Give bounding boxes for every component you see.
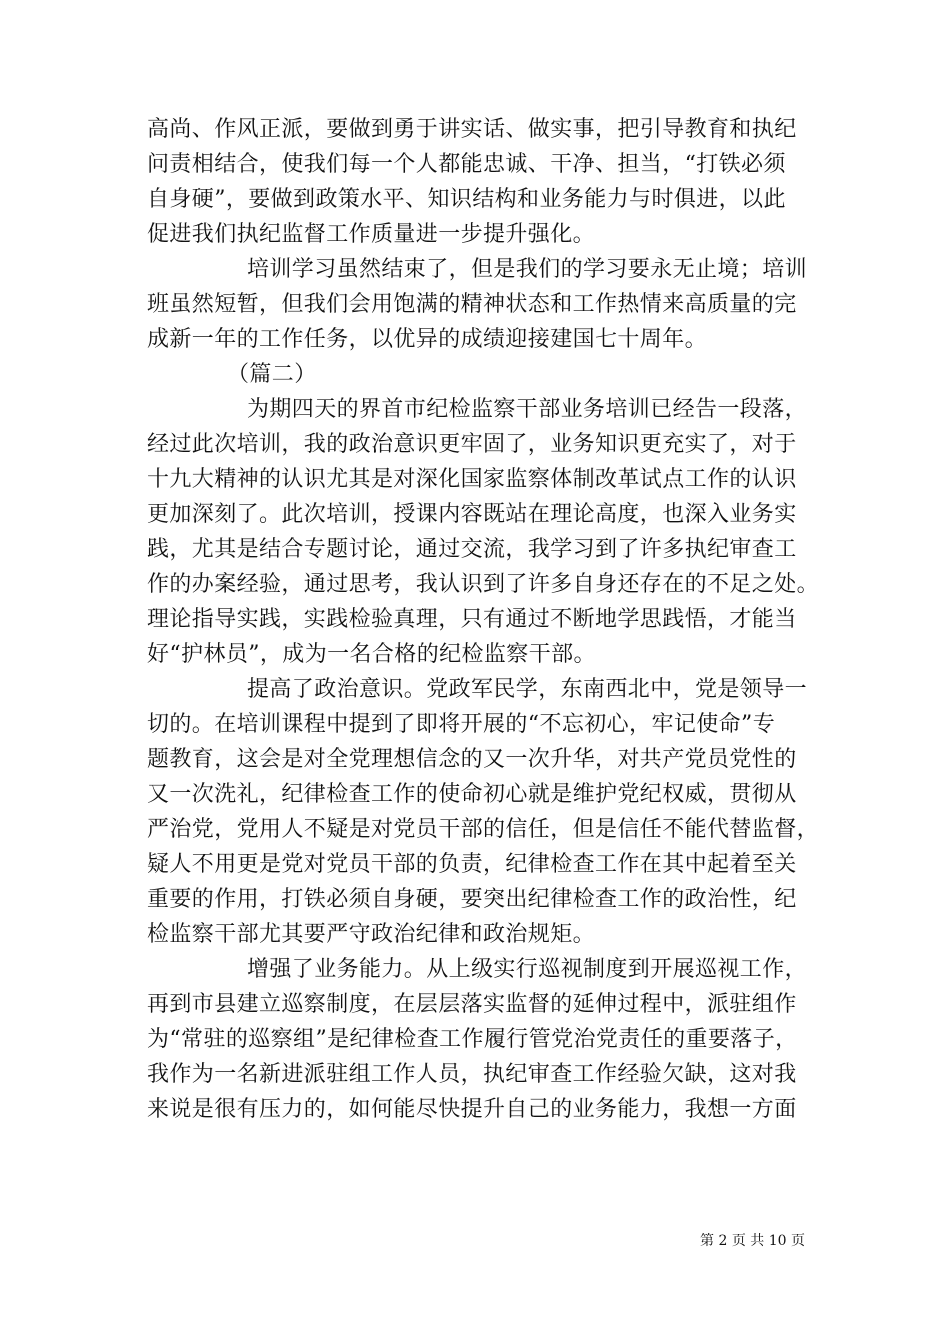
text-line: 为“常驻的巡察组”是纪律检查工作履行管党治党责任的重要落子， [147, 1027, 798, 1052]
text-line: 严治党，党用人不疑是对党员干部的信任，但是信任不能代替监督， [147, 817, 820, 842]
text-line: 增强了业务能力。从上级实行巡视制度到开展巡视工作， [247, 957, 808, 982]
text-line: （篇二） [227, 362, 317, 387]
text-line: 培训学习虽然结束了，但是我们的学习要永无止境；培训 [247, 257, 808, 282]
text-line: 题教育，这会是对全党理想信念的又一次升华，对共产党员党性的 [147, 747, 797, 772]
text-line: 疑人不用更是党对党员干部的负责，纪律检查工作在其中起着至关 [147, 852, 797, 877]
text-line: 经过此次培训，我的政治意识更牢固了，业务知识更充实了，对于 [147, 432, 797, 457]
text-line: 高尚、作风正派，要做到勇于讲实话、做实事，把引导教育和执纪 [147, 117, 797, 142]
text-line: 十九大精神的认识尤其是对深化国家监察体制改革试点工作的认识 [147, 467, 797, 492]
text-line: 成新一年的工作任务，以优异的成绩迎接建国七十周年。 [147, 327, 708, 352]
text-line: 好“护林员”，成为一名合格的纪检监察干部。 [147, 642, 596, 667]
text-line: 重要的作用，打铁必须自身硬，要突出纪律检查工作的政治性，纪 [147, 887, 797, 912]
text-line: 践，尤其是结合专题讨论，通过交流，我学习到了许多执纪审查工 [147, 537, 797, 562]
text-line: 理论指导实践，实践检验真理，只有通过不断地学思践悟，才能当 [147, 607, 797, 632]
page-footer: 第 2 页 共 10 页 [700, 1233, 805, 1249]
text-line: 提高了政治意识。党政军民学，东南西北中，党是领导一 [247, 677, 808, 702]
text-line: 为期四天的界首市纪检监察干部业务培训已经告一段落， [247, 397, 808, 422]
text-line: 问责相结合，使我们每一个人都能忠诚、干净、担当，“打铁必须 [147, 152, 786, 177]
text-line: 促进我们执纪监督工作质量进一步提升强化。 [147, 222, 596, 247]
text-line: 班虽然短暂，但我们会用饱满的精神状态和工作热情来高质量的完 [147, 292, 797, 317]
text-line: 我作为一名新进派驻组工作人员，执纪审查工作经验欠缺，这对我 [147, 1062, 797, 1087]
text-line: 检监察干部尤其要严守政治纪律和政治规矩。 [147, 922, 596, 947]
text-line: 又一次洗礼，纪律检查工作的使命初心就是维护党纪权威，贯彻从 [147, 782, 797, 807]
text-line: 作的办案经验，通过思考，我认识到了许多自身还存在的不足之处。 [147, 572, 820, 597]
text-line: 自身硬”，要做到政策水平、知识结构和业务能力与时俱进，以此 [147, 187, 786, 212]
text-line: 来说是很有压力的，如何能尽快提升自己的业务能力，我想一方面 [147, 1097, 797, 1122]
text-line: 再到市县建立巡察制度，在层层落实监督的延伸过程中，派驻组作 [147, 992, 797, 1017]
text-line: 更加深刻了。此次培训，授课内容既站在理论高度，也深入业务实 [147, 502, 797, 527]
text-line: 切的。在培训课程中提到了即将开展的“不忘初心，牢记使命”专 [147, 712, 776, 737]
